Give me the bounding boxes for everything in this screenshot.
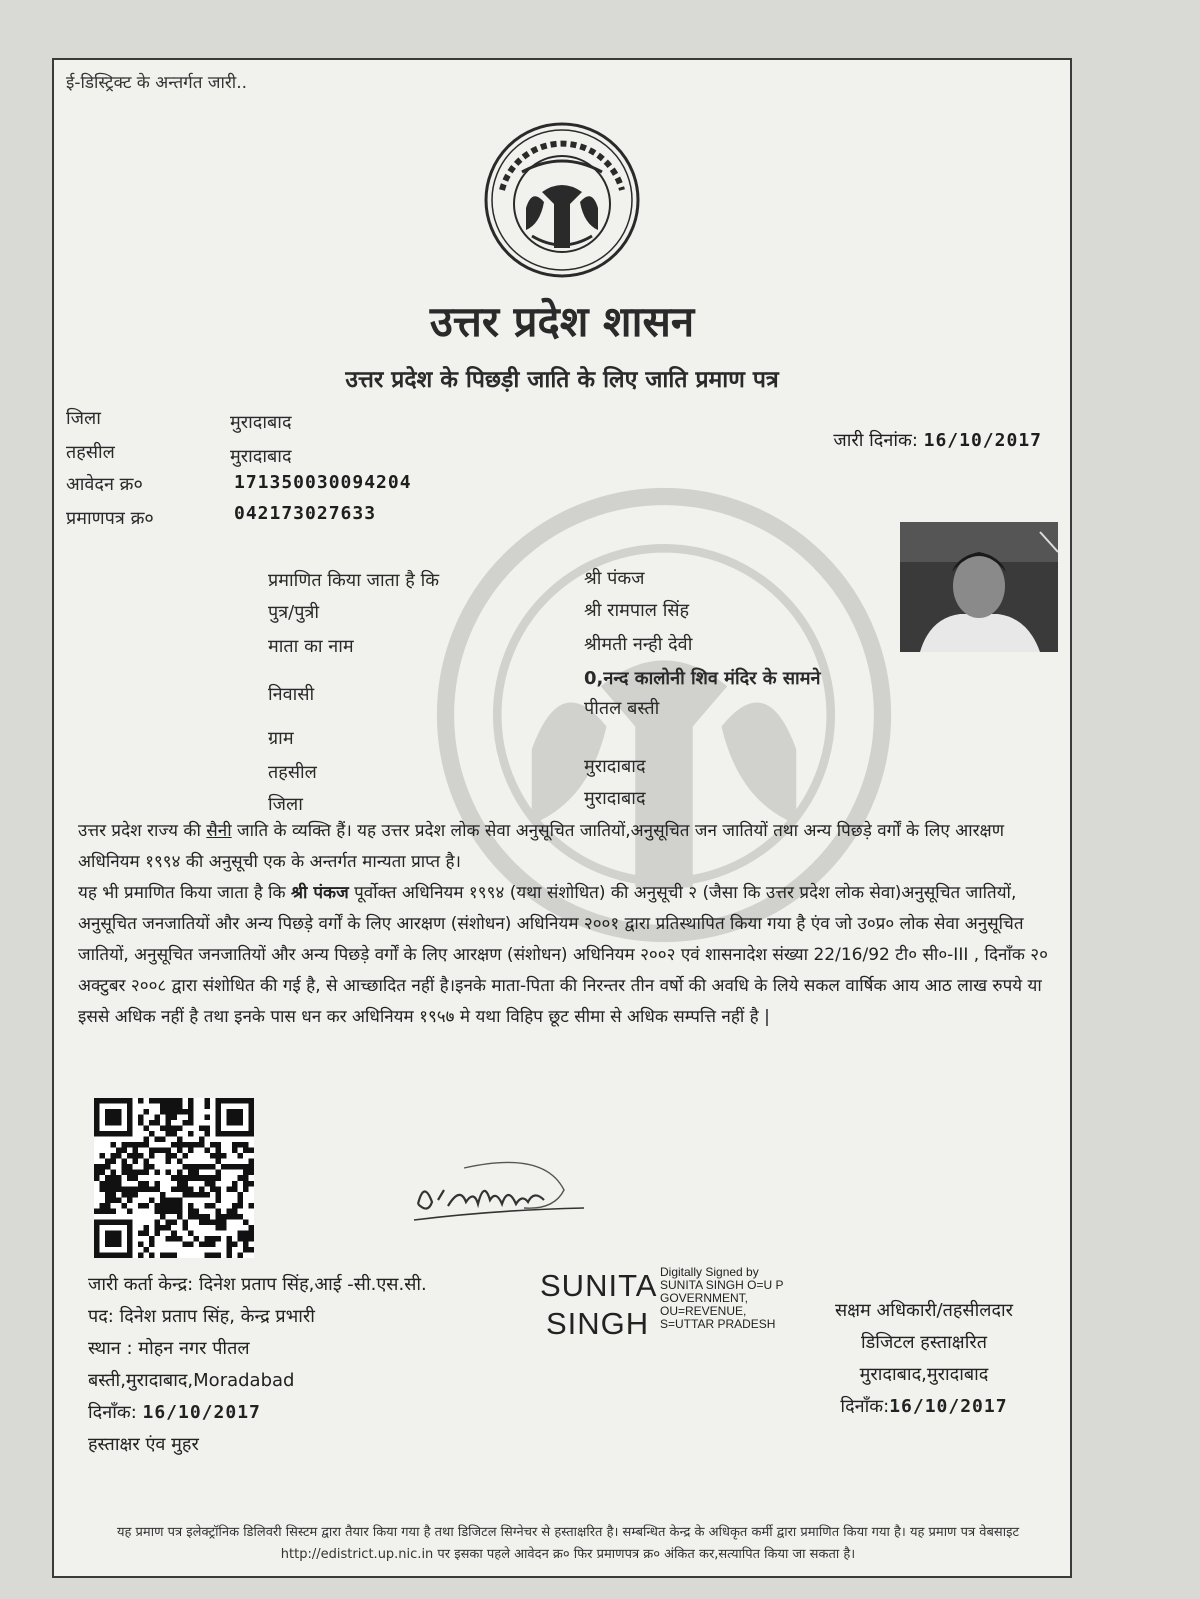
dsig-line-5: S=UTTAR PRADESH [660, 1317, 776, 1331]
creamy-layer-person-name: श्री पंकज [291, 883, 349, 903]
resident-address-line2: पीतल बस्ती [584, 698, 660, 719]
creamy-layer-intro: यह भी प्रमाणित किया जाता है कि [78, 883, 292, 903]
authority-date-value: 16/10/2017 [889, 1396, 1008, 1417]
cert-intro-label: प्रमाणित किया जाता है कि [268, 570, 440, 591]
issue-date-value: 16/10/2017 [923, 430, 1042, 451]
authority-location: मुरादाबाद,मुरादाबाद [859, 1364, 989, 1385]
caste-name: सैनी [206, 821, 232, 841]
authority-block [804, 1298, 1044, 1418]
meta-label-district: जिला [66, 408, 101, 429]
authority-title: सक्षम अधिकारी/तहसीलदार [834, 1300, 1014, 1321]
father-name: श्री रामपाल सिंह [584, 600, 690, 621]
meta-value-tehsil: मुरादाबाद [230, 446, 292, 467]
district-value: मुरादाबाद [584, 788, 646, 809]
digital-signer-first-name: SUNITA [540, 1268, 658, 1303]
creamy-layer-body: पूर्वोक्त अधिनियम १९९४ (यथा संशोधित) की अनुसूची २ (जैसा कि उत्तर प्रदेश लोक सेवा)अनुसूचित जातियों, अनुसूचित जनजातियों और अन्य पिछड़े वर्गों के लिए आरक्षण (संशोधन) अधिनियम २००१ द्वारा प्रतिस्थापित किया गया है एंव जो उ०प्र० लोक सेवा अनुसूचित जातियों, अनुसूचित जनजातियों और अन्य पिछड़े वर्गों के लिए आरक्षण (संशोधन) अधिनियम २००२ एवं शासनादेश संख्या 22/16/92 टी० सी०-III , दिनाँक २० अक्टुबर २००८ द्वारा संशोधित की गई है, से आच्छादित नहीं है।इनके माता-पिता की निरन्तर तीन वर्षो की अवधि के लिये सकल वार्षिक आय आठ लाख रुपये या इससे अधिक नहीं है तथा इनके पास धन कर अधिनियम १९५७ मे यथा विहिप छूट सीमा से अधिक सम्पत्ति नहीं है | [78, 883, 1048, 1027]
caste-paragraph-body: जाति के व्यक्ति हैं। यह उत्तर प्रदेश लोक सेवा अनुसूचित जातियों,अनुसूचित जन जातियों तथा अन्य पिछड़े वर्गों के लिए आरक्षण अधिनियम १९९४ की अनुसूची एक के अन्तर्गत मान्यता प्राप्त है। [78, 821, 1005, 872]
certificate-page [52, 58, 1072, 1578]
meta-value-district: मुरादाबाद [230, 412, 292, 433]
issuing-centre: जारी कर्ता केन्द्र: दिनेश प्रताप सिंह,आई -सी.एस.सी. [88, 1274, 427, 1295]
person-name: श्री पंकज [584, 568, 645, 589]
issue-date [833, 428, 1042, 452]
issuer-date-value: 16/10/2017 [142, 1402, 261, 1423]
dsig-line-2: SUNITA SINGH O=U P [660, 1278, 784, 1292]
resident-label: निवासी [268, 684, 315, 705]
resident-address-line1: 0,नन्द कालोनी शिव मंदिर के सामने [584, 668, 821, 689]
issuer-date-label: दिनाँक: [88, 1402, 137, 1423]
applicant-photo [900, 522, 1058, 652]
issuer-designation: पद: दिनेश प्रताप सिंह, केन्द्र प्रभारी [88, 1306, 315, 1327]
document-title: उत्तर प्रदेश शासन [429, 297, 695, 346]
authority-date-label: दिनाँक: [840, 1396, 890, 1417]
tehsil-label: तहसील [268, 762, 317, 783]
meta-label-certificate-no: प्रमाणपत्र क्र० [66, 508, 154, 529]
header-note: ई-डिस्ट्रिक्ट के अन्तर्गत जारी.. [66, 73, 248, 93]
authority-digitally-signed: डिजिटल हस्ताक्षरित [861, 1332, 987, 1353]
sign-and-seal-label: हस्ताक्षर एंव मुहर [88, 1434, 199, 1455]
mother-label: माता का नाम [268, 636, 354, 657]
authority-date [804, 1394, 1044, 1418]
handwritten-signature [404, 1150, 594, 1230]
dsig-line-3: GOVERNMENT, [660, 1291, 749, 1305]
qr-code [94, 1098, 254, 1258]
dsig-line-1: Digitally Signed by [660, 1265, 759, 1279]
dsig-line-4: OU=REVENUE, [660, 1304, 747, 1318]
up-government-emblem [482, 120, 642, 280]
mother-name: श्रीमती नन्ही देवी [584, 634, 693, 655]
issue-date-label: जारी दिनांक: [833, 430, 918, 451]
caste-paragraph-intro: उत्तर प्रदेश राज्य की [78, 821, 207, 841]
verification-note: यह प्रमाण पत्र इलेक्ट्रॉनिक डिलिवरी सिस्टम द्वारा तैयार किया गया है तथा डिजिटल सिग्नेचर से हस्ताक्षरित है। सम्बन्धित केन्द्र के अधिकृत कर्मी द्वारा प्रमाणित किया गया है। यह प्रमाण पत्र वेबसाइट http://edistrict.up.nic.in पर इसका पहले आवेदन क्र० फिर प्रमाणपत्र क्र० अंकित कर,सत्यापित किया जा सकता है। [116, 1525, 1020, 1562]
village-label: ग्राम [268, 728, 294, 749]
tehsil-value: मुरादाबाद [584, 756, 646, 777]
issuer-place-line2: बस्ती,मुरादाबाद,Moradabad [88, 1370, 295, 1391]
caste-paragraph [78, 816, 1053, 878]
digital-signature-details [660, 1266, 783, 1331]
meta-label-application-no: आवेदन क्र० [66, 474, 143, 495]
issuer-date [88, 1400, 261, 1424]
district-label: जिला [268, 794, 303, 815]
meta-label-tehsil: तहसील [66, 442, 115, 463]
parent-label: पुत्र/पुत्री [268, 602, 320, 623]
digital-signer-last-name: SINGH [546, 1306, 650, 1341]
meta-value-application-no: 171350030094204 [234, 472, 412, 493]
document-subtitle: उत्तर प्रदेश के पिछड़ी जाति के लिए जाति प्रमाण पत्र [345, 367, 779, 393]
meta-value-certificate-no: 042173027633 [234, 503, 377, 524]
creamy-layer-paragraph [78, 878, 1053, 1033]
issuer-place-line1: स्थान : मोहन नगर पीतल [88, 1338, 250, 1359]
